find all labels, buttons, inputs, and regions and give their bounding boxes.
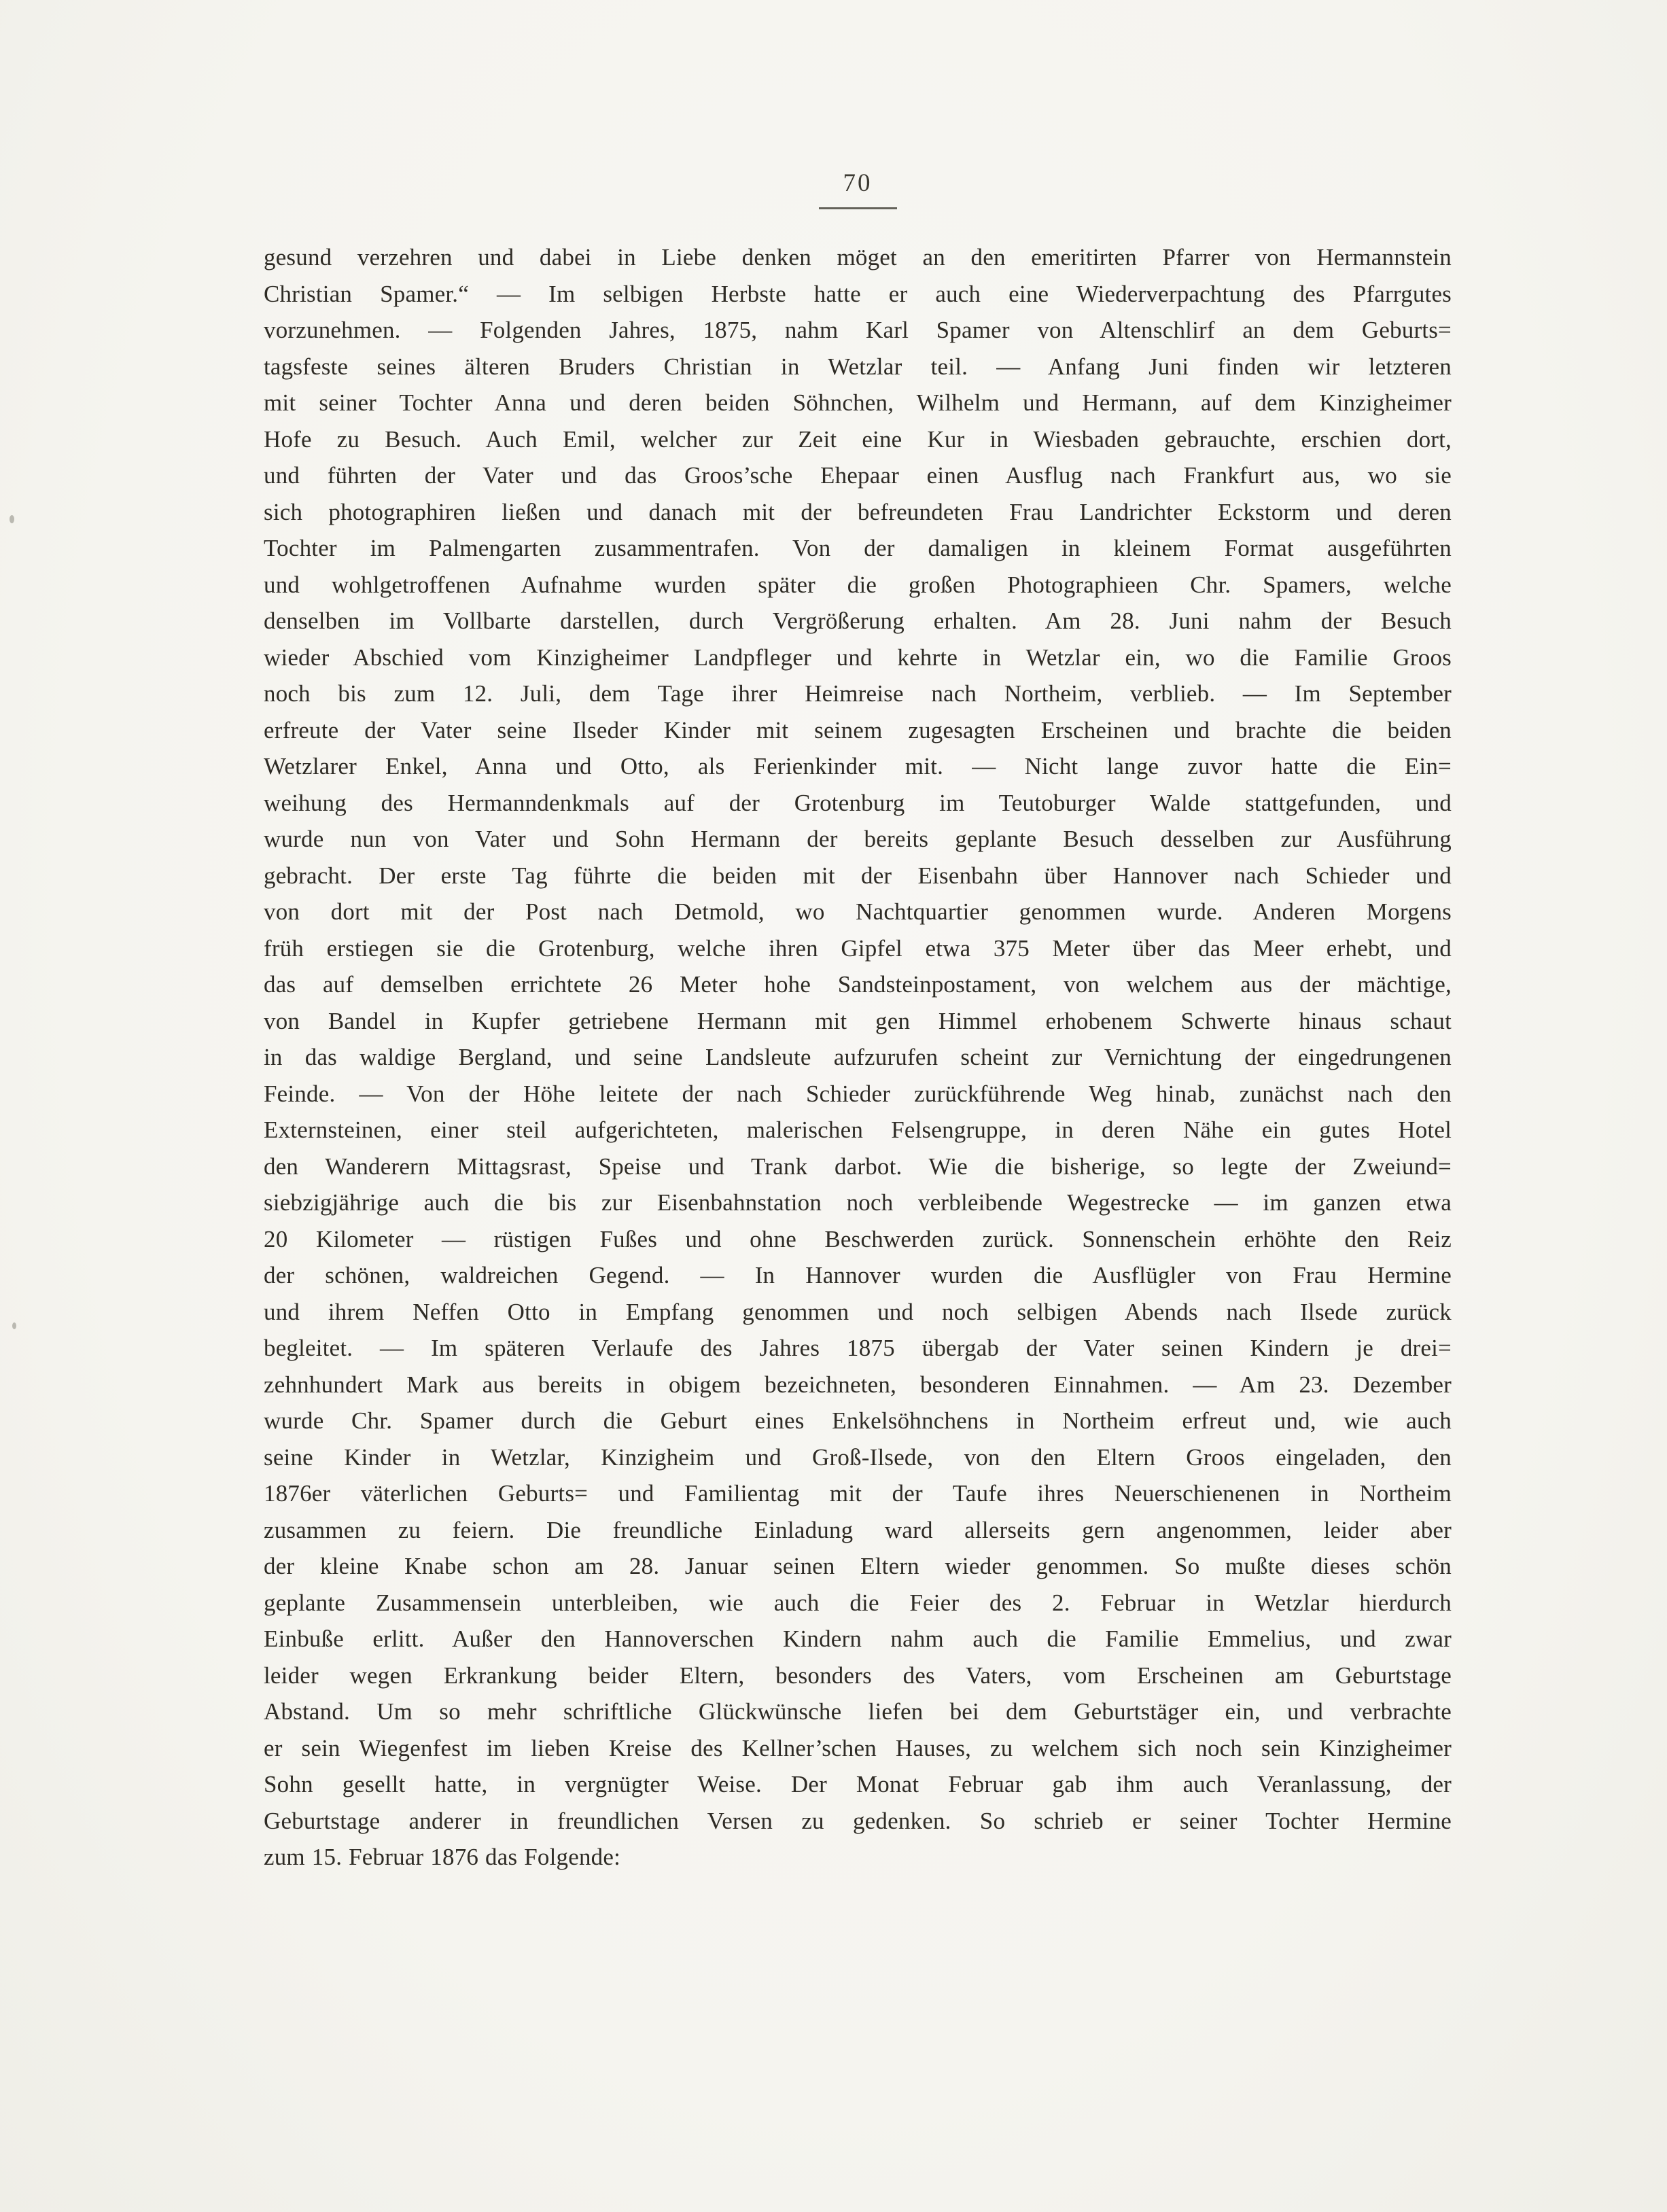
scan-artifact: [12, 1322, 16, 1329]
text-line: siebzigjährige auch die bis zur Eisenbahnstation noch verbleibende Wegestrecke — im ganzen etwa: [264, 1189, 1452, 1216]
text-line: und ihrem Neffen Otto in Empfang genommen und noch selbigen Abends nach Ilsede zurück: [264, 1298, 1452, 1325]
text-line: gebracht. Der erste Tag führte die beiden mit der Eisenbahn über Hannover nach Schieder und: [264, 862, 1452, 889]
text-line: weihung des Hermanndenkmals auf der Grotenburg im Teutoburger Walde stattgefunden, und: [264, 789, 1452, 816]
scan-artifact: [10, 515, 14, 523]
text-line: von Bandel in Kupfer getriebene Hermann mit gen Himmel erhobenem Schwerte hinaus schaut: [264, 1007, 1452, 1034]
text-line: in das waldige Bergland, und seine Landsleute aufzurufen scheint zur Vernichtung der eingedrungenen: [264, 1044, 1452, 1070]
text-line: zum 15. Februar 1876 das Folgende:: [264, 1844, 621, 1870]
text-line: 20 Kilometer — rüstigen Fußes und ohne Beschwerden zurück. Sonnenschein erhöhte den Reiz: [264, 1225, 1452, 1252]
text-line: gesund verzehren und dabei in Liebe denken möget an den emeritirten Pfarrer von Hermannstein: [264, 244, 1452, 270]
text-line: und wohlgetroffenen Aufnahme wurden später die großen Photographieen Chr. Spamers, welche: [264, 571, 1452, 598]
text-line: den Wanderern Mittagsrast, Speise und Trank darbot. Wie die bisherige, so legte der Zweiund=: [264, 1153, 1452, 1180]
text-line: früh erstiegen sie die Grotenburg, welche ihren Gipfel etwa 375 Meter über das Meer erhebt, und: [264, 934, 1452, 962]
page-number: [264, 169, 1452, 209]
text-line: seine Kinder in Wetzlar, Kinzigheim und Groß-Ilsede, von den Eltern Groos eingeladen, den: [264, 1443, 1452, 1471]
text-line: der kleine Knabe schon am 28. Januar seinen Eltern wieder genommen. So mußte dieses schön: [264, 1553, 1452, 1579]
text-line: begleitet. — Im späteren Verlaufe des Jahres 1875 übergab der Vater seinen Kindern je drei=: [264, 1335, 1452, 1361]
text-line: das auf demselben errichtete 26 Meter hohe Sandsteinpostament, von welchem aus der mächtige,: [264, 971, 1452, 998]
text-line: Tochter im Palmengarten zusammentrafen. Von der damaligen in kleinem Format ausgeführten: [264, 535, 1452, 561]
text-block: [264, 239, 1452, 1876]
text-line: er sein Wiegenfest im lieben Kreise des Kellner’schen Hauses, zu welchem sich noch sein Kinzigheimer: [264, 1734, 1452, 1761]
page-number-value: 70: [819, 169, 897, 209]
text-line: Wetzlarer Enkel, Anna und Otto, als Ferienkinder mit. — Nicht lange zuvor hatte die Ein=: [264, 753, 1452, 779]
text-line: Abstand. Um so mehr schriftliche Glückwünsche liefen bei dem Geburtstäger ein, und verbrachte: [264, 1698, 1452, 1725]
text-line: sich photographiren ließen und danach mit der befreundeten Frau Landrichter Eckstorm und deren: [264, 498, 1452, 525]
text-line: wieder Abschied vom Kinzigheimer Landpfleger und kehrte in Wetzlar ein, wo die Familie Groos: [264, 644, 1452, 671]
text-line: und führten der Vater und das Groos’sche Ehepaar einen Ausflug nach Frankfurt aus, wo sie: [264, 462, 1452, 489]
text-line: Sohn gesellt hatte, in vergnügter Weise. Der Monat Februar gab ihm auch Veranlassung, der: [264, 1771, 1452, 1797]
text-line: leider wegen Erkrankung beider Eltern, besonders des Vaters, vom Erscheinen am Geburtstage: [264, 1662, 1452, 1689]
text-line: zehnhundert Mark aus bereits in obigem bezeichneten, besonderen Einnahmen. — Am 23. Dezember: [264, 1371, 1452, 1398]
text-line: von dort mit der Post nach Detmold, wo Nachtquartier genommen wurde. Anderen Morgens: [264, 898, 1452, 925]
text-line: wurde nun von Vater und Sohn Hermann der bereits geplante Besuch desselben zur Ausführung: [264, 826, 1452, 852]
text-line: erfreute der Vater seine Ilseder Kinder mit seinem zugesagten Erscheinen und brachte die beiden: [264, 716, 1452, 743]
text-line: zusammen zu feiern. Die freundliche Einladung ward allerseits gern angenommen, leider aber: [264, 1516, 1452, 1543]
text-line: Feinde. — Von der Höhe leitete der nach Schieder zurückführende Weg hinab, zunächst nach den: [264, 1080, 1452, 1107]
text-line: Hofe zu Besuch. Auch Emil, welcher zur Zeit eine Kur in Wiesbaden gebrauchte, erschien dort,: [264, 425, 1452, 453]
text-line: Christian Spamer.“ — Im selbigen Herbste hatte er auch eine Wiederverpachtung des Pfarrgutes: [264, 280, 1452, 307]
text-line: Einbuße erlitt. Außer den Hannoverschen Kindern nahm auch die Familie Emmelius, und zwar: [264, 1626, 1452, 1652]
text-line: vorzunehmen. — Folgenden Jahres, 1875, nahm Karl Spamer von Altenschlirf an dem Geburts=: [264, 317, 1452, 343]
text-line: geplante Zusammensein unterbleiben, wie auch die Feier des 2. Februar in Wetzlar hierdurch: [264, 1589, 1452, 1616]
text-line: mit seiner Tochter Anna und deren beiden Söhnchen, Wilhelm und Hermann, auf dem Kinzigheimer: [264, 389, 1452, 416]
text-line: tagsfeste seines älteren Bruders Christian in Wetzlar teil. — Anfang Juni finden wir letzteren: [264, 353, 1452, 380]
text-line: wurde Chr. Spamer durch die Geburt eines Enkelsöhnchens in Northeim erfreut und, wie auch: [264, 1407, 1452, 1434]
text-line: denselben im Vollbarte darstellen, durch Vergrößerung erhalten. Am 28. Juni nahm der Besuch: [264, 608, 1452, 634]
text-line: der schönen, waldreichen Gegend. — In Hannover wurden die Ausflügler von Frau Hermine: [264, 1262, 1452, 1288]
text-line: noch bis zum 12. Juli, dem Tage ihrer Heimreise nach Northeim, verblieb. — Im September: [264, 680, 1452, 707]
text-line: Externsteinen, einer steil aufgerichteten, malerischen Felsengruppe, in deren Nähe ein gutes Hotel: [264, 1117, 1452, 1143]
text-line: 1876er väterlichen Geburts= und Familientag mit der Taufe ihres Neuerschienenen in Northeim: [264, 1480, 1452, 1507]
text-line: Geburtstage anderer in freundlichen Versen zu gedenken. So schrieb er seiner Tochter Hermine: [264, 1807, 1452, 1834]
